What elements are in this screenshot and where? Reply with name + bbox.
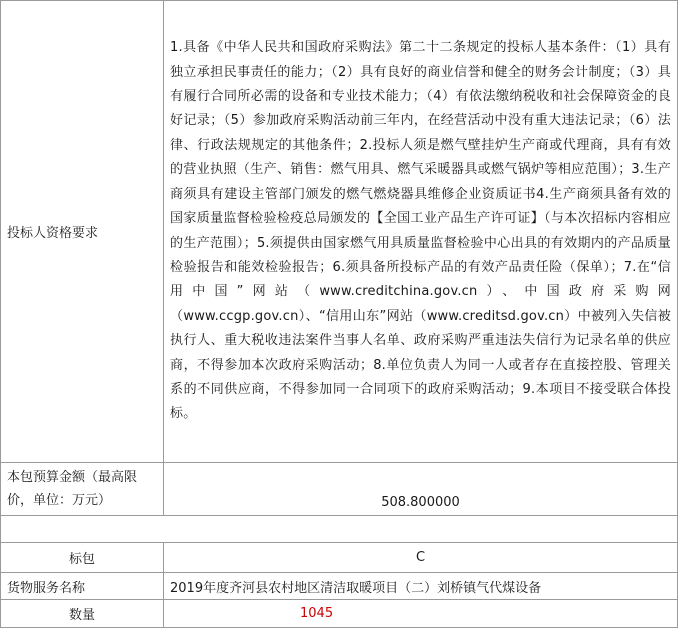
package-value: C xyxy=(164,543,678,573)
requirements-text: 1.具备《中华人民共和国政府采购法》第二十二条规定的投标人基本条件：（1）具有独立承担民事责任的能力；（2）具有良好的商业信誉和健全的财务会计制度；（3）具有履行合同所必需的设备和专业技术能力；（4）有依法缴纳税收和社会保障资金的良好记录；（5）参加政府采购活动前三年内，在经营活动中没有重大违法记录；（6）法律、行政法规规定的其他条件；2.投标人须是燃气壁挂炉生产商或代理商，具有有效的营业执照（生产、销售：燃气用具、燃气采暖器具或燃气锅炉等相应范围）；3.生产商须具有建设主管部门颁发的燃气燃烧器具维修企业资质证书4.生产商须具备有效的国家质量监督检验检疫总局颁发的【全国工业产品生产许可证】（与本次招标内容相应的生产范围）；5.须提供由国家燃气用具质量监督检验中心出具的有效期内的产品质量检验报告和能效检验报告；6.须具备所投标产品的有效产品责任险（保单）；7.在“信用中国”网站（www.creditchina.gov.cn）、中国政府采购网（www.ccgp.gov.cn）、“信用山东”网站（www.creditsd.gov.cn）中被列入失信被执行人、重大税收违法案件当事人名单、政府采购严重违法失信行为记录名单的供应商，不得参加本次政府采购活动；8.单位负责人为同一人或者存在直接控股、管理关系的不同供应商，不得参加同一合同项下的政府采购活动；9.本项目不接受联合体投标。 xyxy=(164,1,678,463)
package-row xyxy=(1,543,678,573)
budget-amount: 508.800000 xyxy=(381,495,460,510)
spacer-cell xyxy=(1,516,678,543)
goods-value: 2019年度齐河县农村地区清洁取暖项目（二）刘桥镇气代煤设备 xyxy=(164,573,678,600)
goods-label: 货物服务名称 xyxy=(1,573,164,600)
budget-value xyxy=(164,463,678,516)
requirements-row xyxy=(1,1,678,463)
quantity-label: 数量 xyxy=(1,600,164,628)
spacer-row xyxy=(1,516,678,543)
quantity-row xyxy=(1,600,678,628)
requirements-label: 投标人资格要求 xyxy=(1,1,164,463)
budget-row xyxy=(1,463,678,516)
budget-label: 本包预算金额（最高限价，单位：万元） xyxy=(1,463,164,516)
quantity-value: 1045 xyxy=(164,600,678,628)
package-label: 标包 xyxy=(1,543,164,573)
goods-row xyxy=(1,573,678,600)
